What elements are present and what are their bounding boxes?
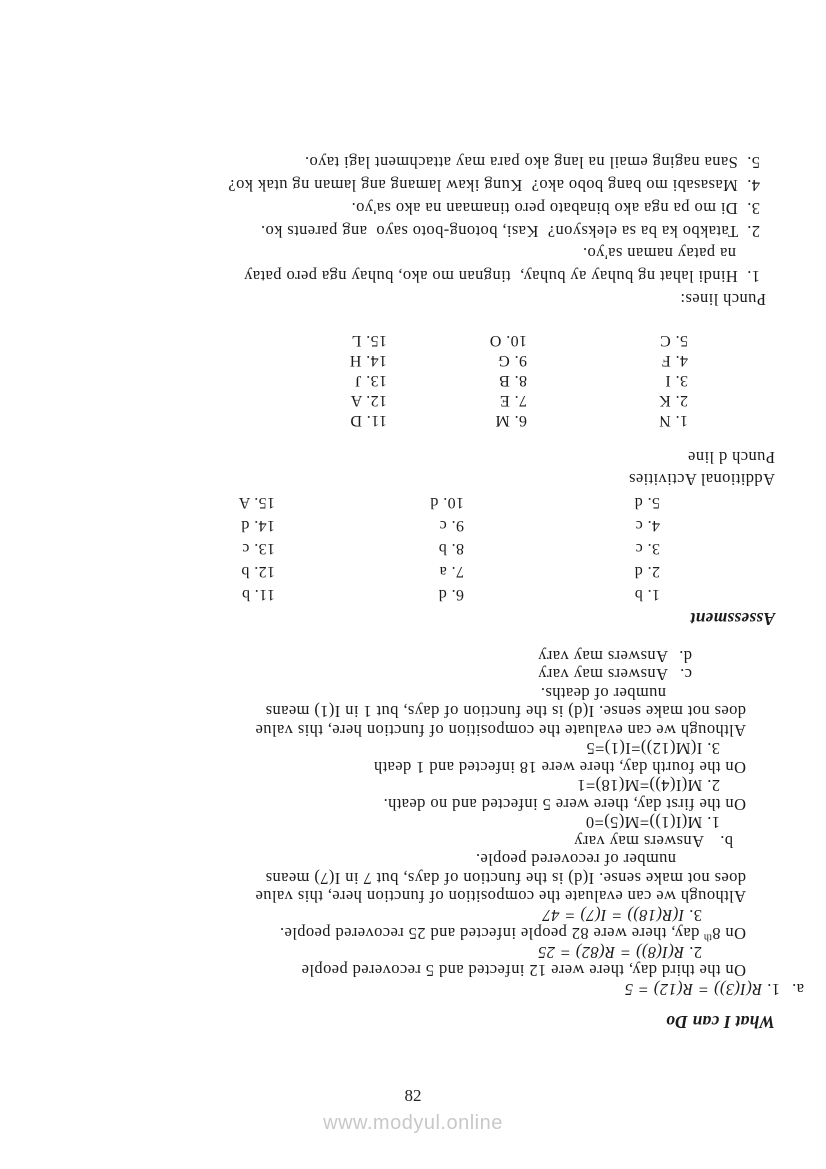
marker-c	[680, 664, 692, 684]
text-segment: Although we can evaluate the composition of function here, this value	[255, 887, 746, 906]
answer-line	[577, 775, 720, 795]
text-segment: 3.	[684, 906, 702, 925]
text-segment: 3. I(M(12))=I(1)=5	[586, 739, 720, 758]
punch-d-line-answer-table-cell: 14. H	[349, 352, 387, 369]
punch-d-line-answer-table-cell: 2. K	[658, 392, 688, 409]
text-segment: does not make sense. I(d) is the function of days, but 1 in I(1) means	[265, 702, 746, 721]
text-segment: 1. M(I(1))=M(5)=0	[585, 813, 720, 832]
heading-additional-activities: Additional Activities	[628, 470, 775, 489]
text-segment: 2.	[684, 943, 702, 962]
text-segment: day, there were 82 people infected and 25 recovered people.	[279, 924, 704, 943]
assessment-answer-table-cell: 12. b	[241, 563, 275, 580]
text-segment: 2. M(I(4))=M(18)=1	[576, 776, 720, 795]
subheading-punch-d-line: Punch d line	[687, 448, 775, 467]
text-segment: 3. Di mo pa nga ako binabato pero tinamaan na ako sa'yo.	[351, 199, 760, 218]
answer-line	[538, 646, 668, 666]
math-expression: R(I(3)) = R(12) = 5	[624, 980, 763, 999]
text-segment: 1.	[762, 980, 780, 999]
punch-d-line-answer-table-cell: 7. E	[499, 392, 527, 409]
answer-line	[476, 849, 676, 869]
text-segment: th	[703, 931, 712, 943]
punch-d-line-answer-table-cell: 8. B	[498, 372, 527, 389]
answer-line	[351, 198, 760, 218]
assessment-answer-table-cell: 15. A	[238, 494, 275, 511]
punch-d-line-answer-table-cell: 10. O	[489, 332, 527, 349]
punch-d-line-answer-table-cell: 6. M	[495, 412, 527, 429]
assessment-answer-table-cell: 2. d	[634, 563, 660, 580]
answer-line	[538, 664, 668, 684]
assessment-answer-table-cell: 8. b	[438, 540, 464, 557]
heading-assessment: Assessment	[690, 609, 775, 629]
answer-line	[305, 152, 760, 172]
text-segment: does not make sense. I(d) is the function of days, but 7 in I(7) means	[265, 869, 746, 888]
answer-line	[261, 221, 760, 241]
answer-line	[228, 175, 760, 195]
math-expression: R(I(8)) = R(82) = 25	[537, 943, 685, 962]
text-segment: na patay naman sa'yo.	[582, 244, 736, 263]
text-segment: Answers may vary	[537, 647, 668, 666]
assessment-answer-table-cell: 6. d	[438, 586, 464, 603]
answer-line	[255, 720, 746, 740]
answer-line	[265, 701, 746, 721]
punch-d-line-answer-table-cell: 4. F	[661, 352, 688, 369]
punch-d-line-answer-table-cell: 5. C	[659, 332, 688, 349]
text-segment: On the third day, there were 12 infected and 5 recovered people	[301, 961, 746, 980]
text-segment: On 8	[711, 924, 746, 943]
answer-line	[586, 812, 720, 832]
text-segment: d.	[678, 647, 692, 666]
assessment-answer-table-cell: 14. d	[241, 517, 275, 534]
answer-line	[280, 923, 746, 943]
text-segment: number of recovered people.	[475, 850, 676, 869]
marker-b	[720, 831, 733, 851]
assessment-answer-table-cell: 13. c	[241, 540, 275, 557]
punch-d-line-answer-table-cell: 1. N	[658, 412, 688, 429]
answer-line	[542, 905, 702, 925]
answer-line	[541, 683, 666, 703]
answer-line	[383, 794, 746, 814]
text-segment: number of deaths.	[540, 684, 666, 703]
marker-a	[792, 979, 804, 999]
text-segment: b.	[719, 832, 733, 851]
punch-d-line-answer-table-cell: 3. I	[665, 372, 688, 389]
text-segment: c.	[679, 665, 692, 684]
punch-d-line-answer-table-cell: 15. L	[351, 332, 387, 349]
text-segment: On the fourth day, there were 18 infected and 1 death	[373, 758, 746, 777]
punch-lines-label: Punch lines:	[680, 290, 766, 309]
text-segment: On the first day, there were 5 infected and no death.	[383, 795, 746, 814]
assessment-answer-table-cell: 5. d	[634, 494, 660, 511]
assessment-answer-table-cell: 9. c	[439, 517, 464, 534]
punch-d-line-answer-table-cell: 13. J	[354, 372, 387, 389]
text-segment: Although we can evaluate the composition of function here, this value	[255, 721, 746, 740]
assessment-answer-table-cell: 11. b	[241, 586, 275, 603]
assessment-answer-table-cell: 1. b	[634, 586, 660, 603]
text-segment: 2. Tatakbo ka ba sa eleksyon? Kasi, botong-boto sayo ang parents ko.	[260, 222, 760, 241]
answer-line	[538, 942, 702, 962]
answer-line	[301, 960, 746, 980]
text-segment: a.	[791, 980, 804, 999]
answer-line	[583, 243, 736, 263]
assessment-answer-table-cell: 3. c	[635, 540, 660, 557]
text-segment: Answers may vary	[537, 665, 668, 684]
text-segment: 5. Sana naging email na lang ako para may attachment lagi tayo.	[304, 153, 760, 172]
punch-d-line-answer-table-cell: 9. G	[497, 352, 527, 369]
heading-what-i-can-do: What I can Do	[665, 1012, 775, 1032]
text-segment: 4. Masasabi mo bang bobo ako? Kung ikaw lamang ang laman ng utak ko?	[227, 176, 760, 195]
punch-d-line-answer-table-cell: 12. A	[350, 392, 387, 409]
marker-d	[679, 646, 692, 666]
punch-d-line-answer-table-cell: 11. D	[350, 412, 387, 429]
watermark-url: www.modyul.online	[323, 1112, 503, 1134]
answer-line	[574, 831, 704, 851]
text-segment: Answers may vary	[573, 832, 704, 851]
answer-line	[586, 738, 720, 758]
answer-line	[374, 757, 746, 777]
answer-line	[244, 266, 760, 286]
page-number: 82	[404, 1086, 422, 1105]
answer-line	[624, 979, 780, 999]
text-segment: 1. Hindi lahat ng buhay ay buhay, tingnan mo ako, buhay nga pero patay	[243, 267, 760, 286]
math-expression: I(R(18)) = I(7) = 47	[542, 906, 685, 925]
answer-line	[265, 868, 746, 888]
answer-line	[255, 886, 746, 906]
assessment-answer-table-cell: 10. d	[430, 494, 464, 511]
assessment-answer-table-cell: 4. c	[635, 517, 660, 534]
assessment-answer-table-cell: 7. a	[439, 563, 464, 580]
